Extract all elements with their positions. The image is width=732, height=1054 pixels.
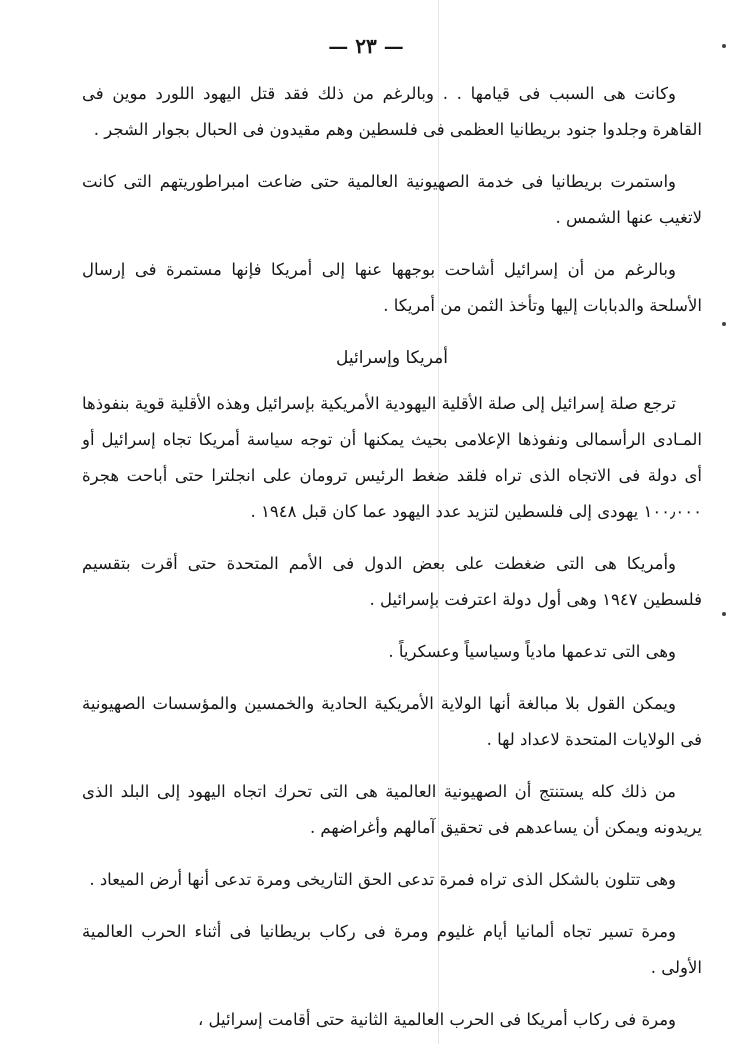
paragraph: ترجع صلة إسرائيل إلى صلة الأقلية اليهودية الأمريكية بإسرائيل وهذه الأقلية قوية بنفوذها المـادى الرأسمالى ونفوذها الإعلامى بحيث يمكنها أن توجه سياسة أمريكا تجاه إسرائيل أو أى دولة فى الاتجاه الذى تراه فلقد ضغط الرئيس ترومان على انجلترا حتى أباحت هجرة ١٠٠٫٠٠٠ يهودى إلى فلسطين لتزيد عدد اليهود عما كان قبل ١٩٤٨ . (82, 394, 702, 521)
section-heading: أمريكا وإسرائيل (336, 348, 448, 368)
paragraph: وأمريكا هى التى ضغطت على بعض الدول فى الأمم المتحدة حتى أقرت بتقسيم فلسطين ١٩٤٧ وهى أول دولة اعترفت بإسرائيل . (82, 554, 702, 609)
paragraph: وبالرغم من أن إسرائيل أشاحت بوجهها عنها إلى أمريكا فإنها مستمرة فى إرسال الأسلحة والدبابات إليها وتأخذ الثمن من أمريكا . (82, 260, 702, 315)
page-number: — ٢٣ — (328, 34, 404, 58)
scan-edge-mark (722, 612, 726, 616)
scan-edge-mark (722, 322, 726, 326)
paragraph: وهى التى تدعمها مادياً وسياسياً وعسكرياً . (388, 642, 676, 661)
paragraph: ويمكن القول بلا مبالغة أنها الولاية الأمريكية الحادية والخمسين والمؤسسات الصهيونية فى الولايات المتحدة لاعداد لها . (82, 694, 702, 749)
paragraph: من ذلك كله يستنتج أن الصهيونية العالمية هى التى تحرك اتجاه اليهود إلى البلد الذى يريدونه ويمكن أن يساعدهم فى تحقيق آمالهم وأغراضهم . (82, 782, 702, 837)
paragraph: وهى تتلون بالشكل الذى تراه فمرة تدعى الحق التاريخى ومرة تدعى أنها أرض الميعاد . (89, 870, 676, 889)
paragraph: ومرة فى ركاب أمريكا فى الحرب العالمية الثانية حتى أقامت إسرائيل ، (197, 1010, 676, 1029)
paragraph: ومرة تسير تجاه ألمانيا أيام غليوم ومرة فى ركاب بريطانيا فى أثناء الحرب العالمية الأولى . (82, 922, 702, 977)
paragraph: وكانت هى السبب فى قيامها . . وبالرغم من ذلك فقد قتل اليهود اللورد موين فى القاهرة وجلدوا جنود بريطانيا العظمى فى فلسطين وهم مقيدون فى الحبال بجوار الشجر . (82, 84, 702, 139)
paragraph: واستمرت بريطانيا فى خدمة الصهيونية العالمية حتى ضاعت امبراطوريتهم التى كانت لاتغيب عنها الشمس . (82, 172, 702, 227)
body-text (82, 76, 702, 1054)
